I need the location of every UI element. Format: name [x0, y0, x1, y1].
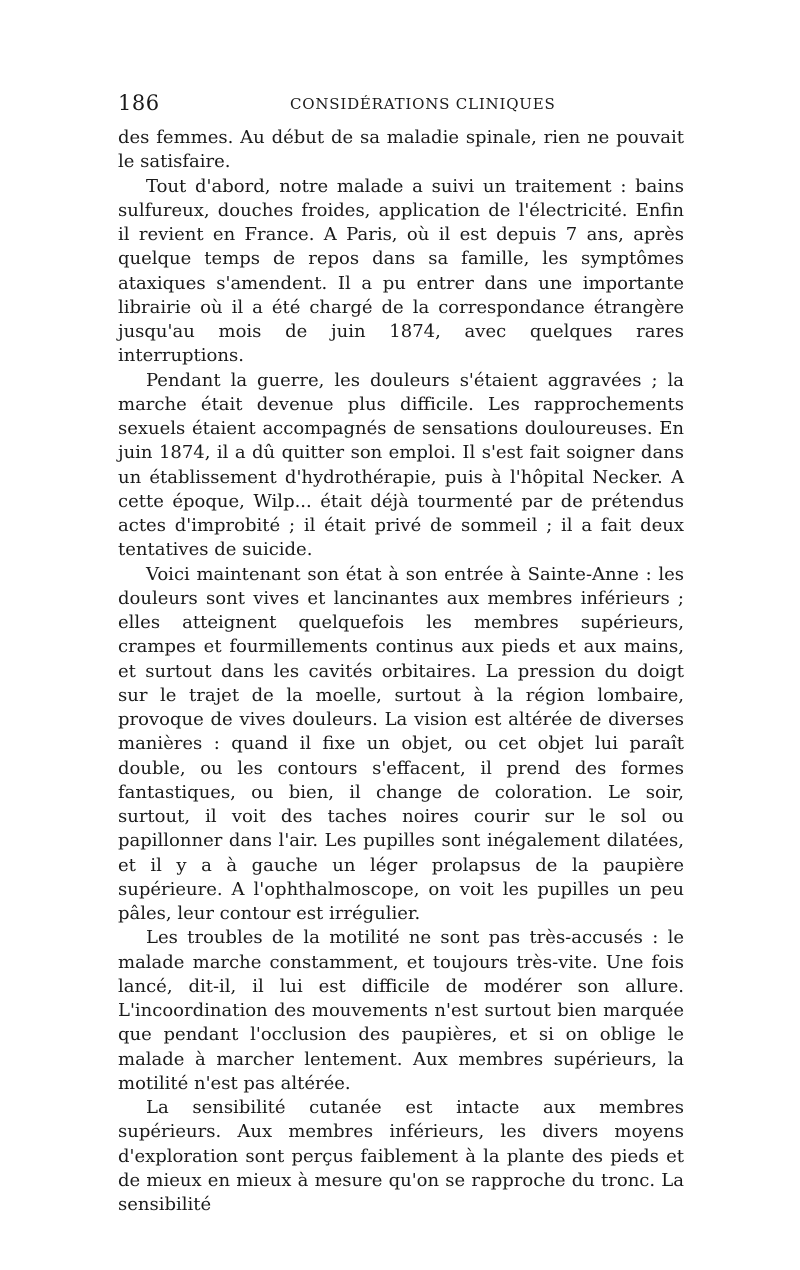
body-text [118, 126, 684, 1217]
page-header [118, 91, 688, 117]
paragraph-motility: Les troubles de la motilité ne sont pas très-accusés : le malade marche constamment, et toujours très-vite. Une fois lancé, dit-il, il lui est difficile de modérer son allure. L'incoordination des mouvements n'est surtout bien marquée que pendant l'occlusion des paupières, et si on oblige le malade à marcher lentement. Aux membres supérieurs, la motilité n'est pas altérée. [118, 927, 684, 1094]
page-number: 186 [118, 91, 160, 115]
paragraph-sensibility: La sensibilité cutanée est intacte aux membres supérieurs. Aux membres inférieurs, les divers moyens d'exploration sont perçus faiblement à la plante des pieds et de mieux en mieux à mesure qu'on se rapproche du tronc. La sensibilité [118, 1097, 684, 1215]
paragraph-treatment: Tout d'abord, notre malade a suivi un traitement : bains sulfureux, douches froides, application de l'électricité. Enfin il revient en France. A Paris, où il est depuis 7 ans, après quelque temps de repos dans sa famille, les symptômes ataxiques s'amendent. Il a pu entrer dans une importante librairie où il a été chargé de la correspondance étrangère jusqu'au mois de juin 1874, avec quelques rares interruptions. [118, 175, 684, 367]
paragraph-war: Pendant la guerre, les douleurs s'étaient aggravées ; la marche était devenue plus difficile. Les rapprochements sexuels étaient accompagnés de sensations douloureuses. En juin 1874, il a dû quitter son emploi. Il s'est fait soigner dans un établissement d'hydrothérapie, puis à l'hôpital Necker. A cette époque, Wilp... était déjà tourmenté par de prétendus actes d'improbité ; il était privé de sommeil ; il a fait deux tentatives de suicide. [118, 369, 684, 561]
paragraph-continued: des femmes. Au début de sa maladie spinale, rien ne pouvait le satisfaire. [118, 127, 684, 173]
running-title: CONSIDÉRATIONS CLINIQUES [290, 95, 556, 113]
paragraph-admission-state: Voici maintenant son état à son entrée à Sainte-Anne : les douleurs sont vives et lancinantes aux membres inférieurs ; elles atteignent quelquefois les membres supérieurs, crampes et fourmillements continus aux pieds et aux mains, et surtout dans les cavités orbitaires. La pression du doigt sur le trajet de la moelle, surtout à la région lombaire, provoque de vives douleurs. La vision est altérée de diverses manières : quand il fixe un objet, ou cet objet lui paraît double, ou les contours s'effacent, il prend des formes fantastiques, ou bien, il change de coloration. Le soir, surtout, il voit des taches noires courir sur le sol ou papillonner dans l'air. Les pupilles sont inégalement dilatées, et il y a à gauche un léger prolapsus de la paupière supérieure. A l'ophthalmoscope, on voit les pupilles un peu pâles, leur contour est irrégulier. [118, 563, 684, 924]
